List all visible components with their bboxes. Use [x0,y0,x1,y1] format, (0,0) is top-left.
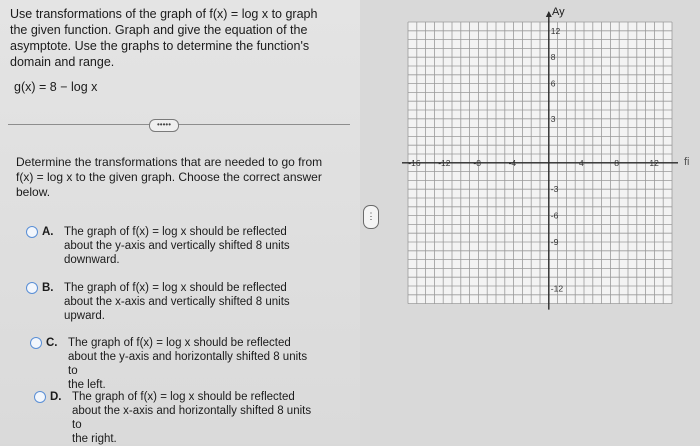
instruction-line: below. [16,185,51,199]
y-tick-label: 12 [550,25,561,36]
edge-label: fi [684,156,690,168]
question-line: the given function. Graph and give the equation of the [10,23,308,37]
y-tick-label: -6 [550,210,559,221]
question-line: Use transformations of the graph of f(x) = log x to graph [10,7,318,21]
option-line: downward. [64,254,120,266]
option-line: The graph of f(x) = log x should be reflected [72,391,295,403]
y-tick-label: 8 [550,52,556,63]
coordinate-grid[interactable] [392,0,692,444]
option-text [64,225,314,267]
instruction-line: Determine the transformations that are needed to go from [16,155,323,169]
question-line: asymptote. Use the graphs to determine the function's [10,39,310,53]
radio-d[interactable] [34,391,46,403]
radio-b[interactable] [26,282,38,294]
question-text [10,6,340,70]
y-tick-label: -9 [550,237,559,247]
option-line: about the y-axis and vertically shifted 8 units [64,240,290,252]
function-label: g(x) = 8 − log x [14,80,98,94]
option-letter: B. [42,282,54,294]
y-tick-label: -3 [550,184,559,195]
expand-button[interactable]: ••••• [149,119,179,132]
question-line: domain and range. [10,55,115,69]
x-tick-label: 4 [579,157,584,168]
option-text [72,390,322,446]
option-letter: C. [46,337,58,349]
x-tick-label: 8 [614,157,619,168]
option-line: upward. [64,310,105,322]
radio-c[interactable] [30,337,42,349]
x-tick-label: -8 [473,157,481,168]
option-line: the left. [68,379,106,391]
y-tick-label: 3 [550,113,556,124]
graph-panel[interactable] [392,0,692,444]
option-letter: A. [42,226,54,238]
x-tick-label: -12 [438,157,451,168]
y-tick-label: -12 [550,283,564,294]
option-line: The graph of f(x) = log x should be reflected [64,282,287,294]
instruction-line: f(x) = log x to the given graph. Choose the correct answer [16,170,322,184]
option-letter: D. [50,391,62,403]
y-axis-arrow [546,11,552,17]
instructions [16,155,346,200]
option-text [68,336,318,392]
section-divider [8,124,350,125]
option-line: The graph of f(x) = log x should be reflected [64,226,287,238]
option-line: The graph of f(x) = log x should be reflected [68,337,291,349]
option-line: about the y-axis and horizontally shifted 8 units to [68,351,308,377]
option-line: about the x-axis and vertically shifted 8 units [64,296,290,308]
x-tick-label: -4 [508,157,517,168]
radio-a[interactable] [26,226,38,238]
option-line: about the x-axis and horizontally shifted 8 units to [72,405,312,431]
y-axis-title: Ay [552,6,565,18]
y-tick-label: 6 [550,78,556,89]
option-line: the right. [72,433,117,445]
panel-resize-handle[interactable]: ⋮ [363,205,379,229]
option-text [64,281,314,323]
x-tick-label: -16 [408,157,421,168]
x-tick-label: 12 [649,157,659,168]
